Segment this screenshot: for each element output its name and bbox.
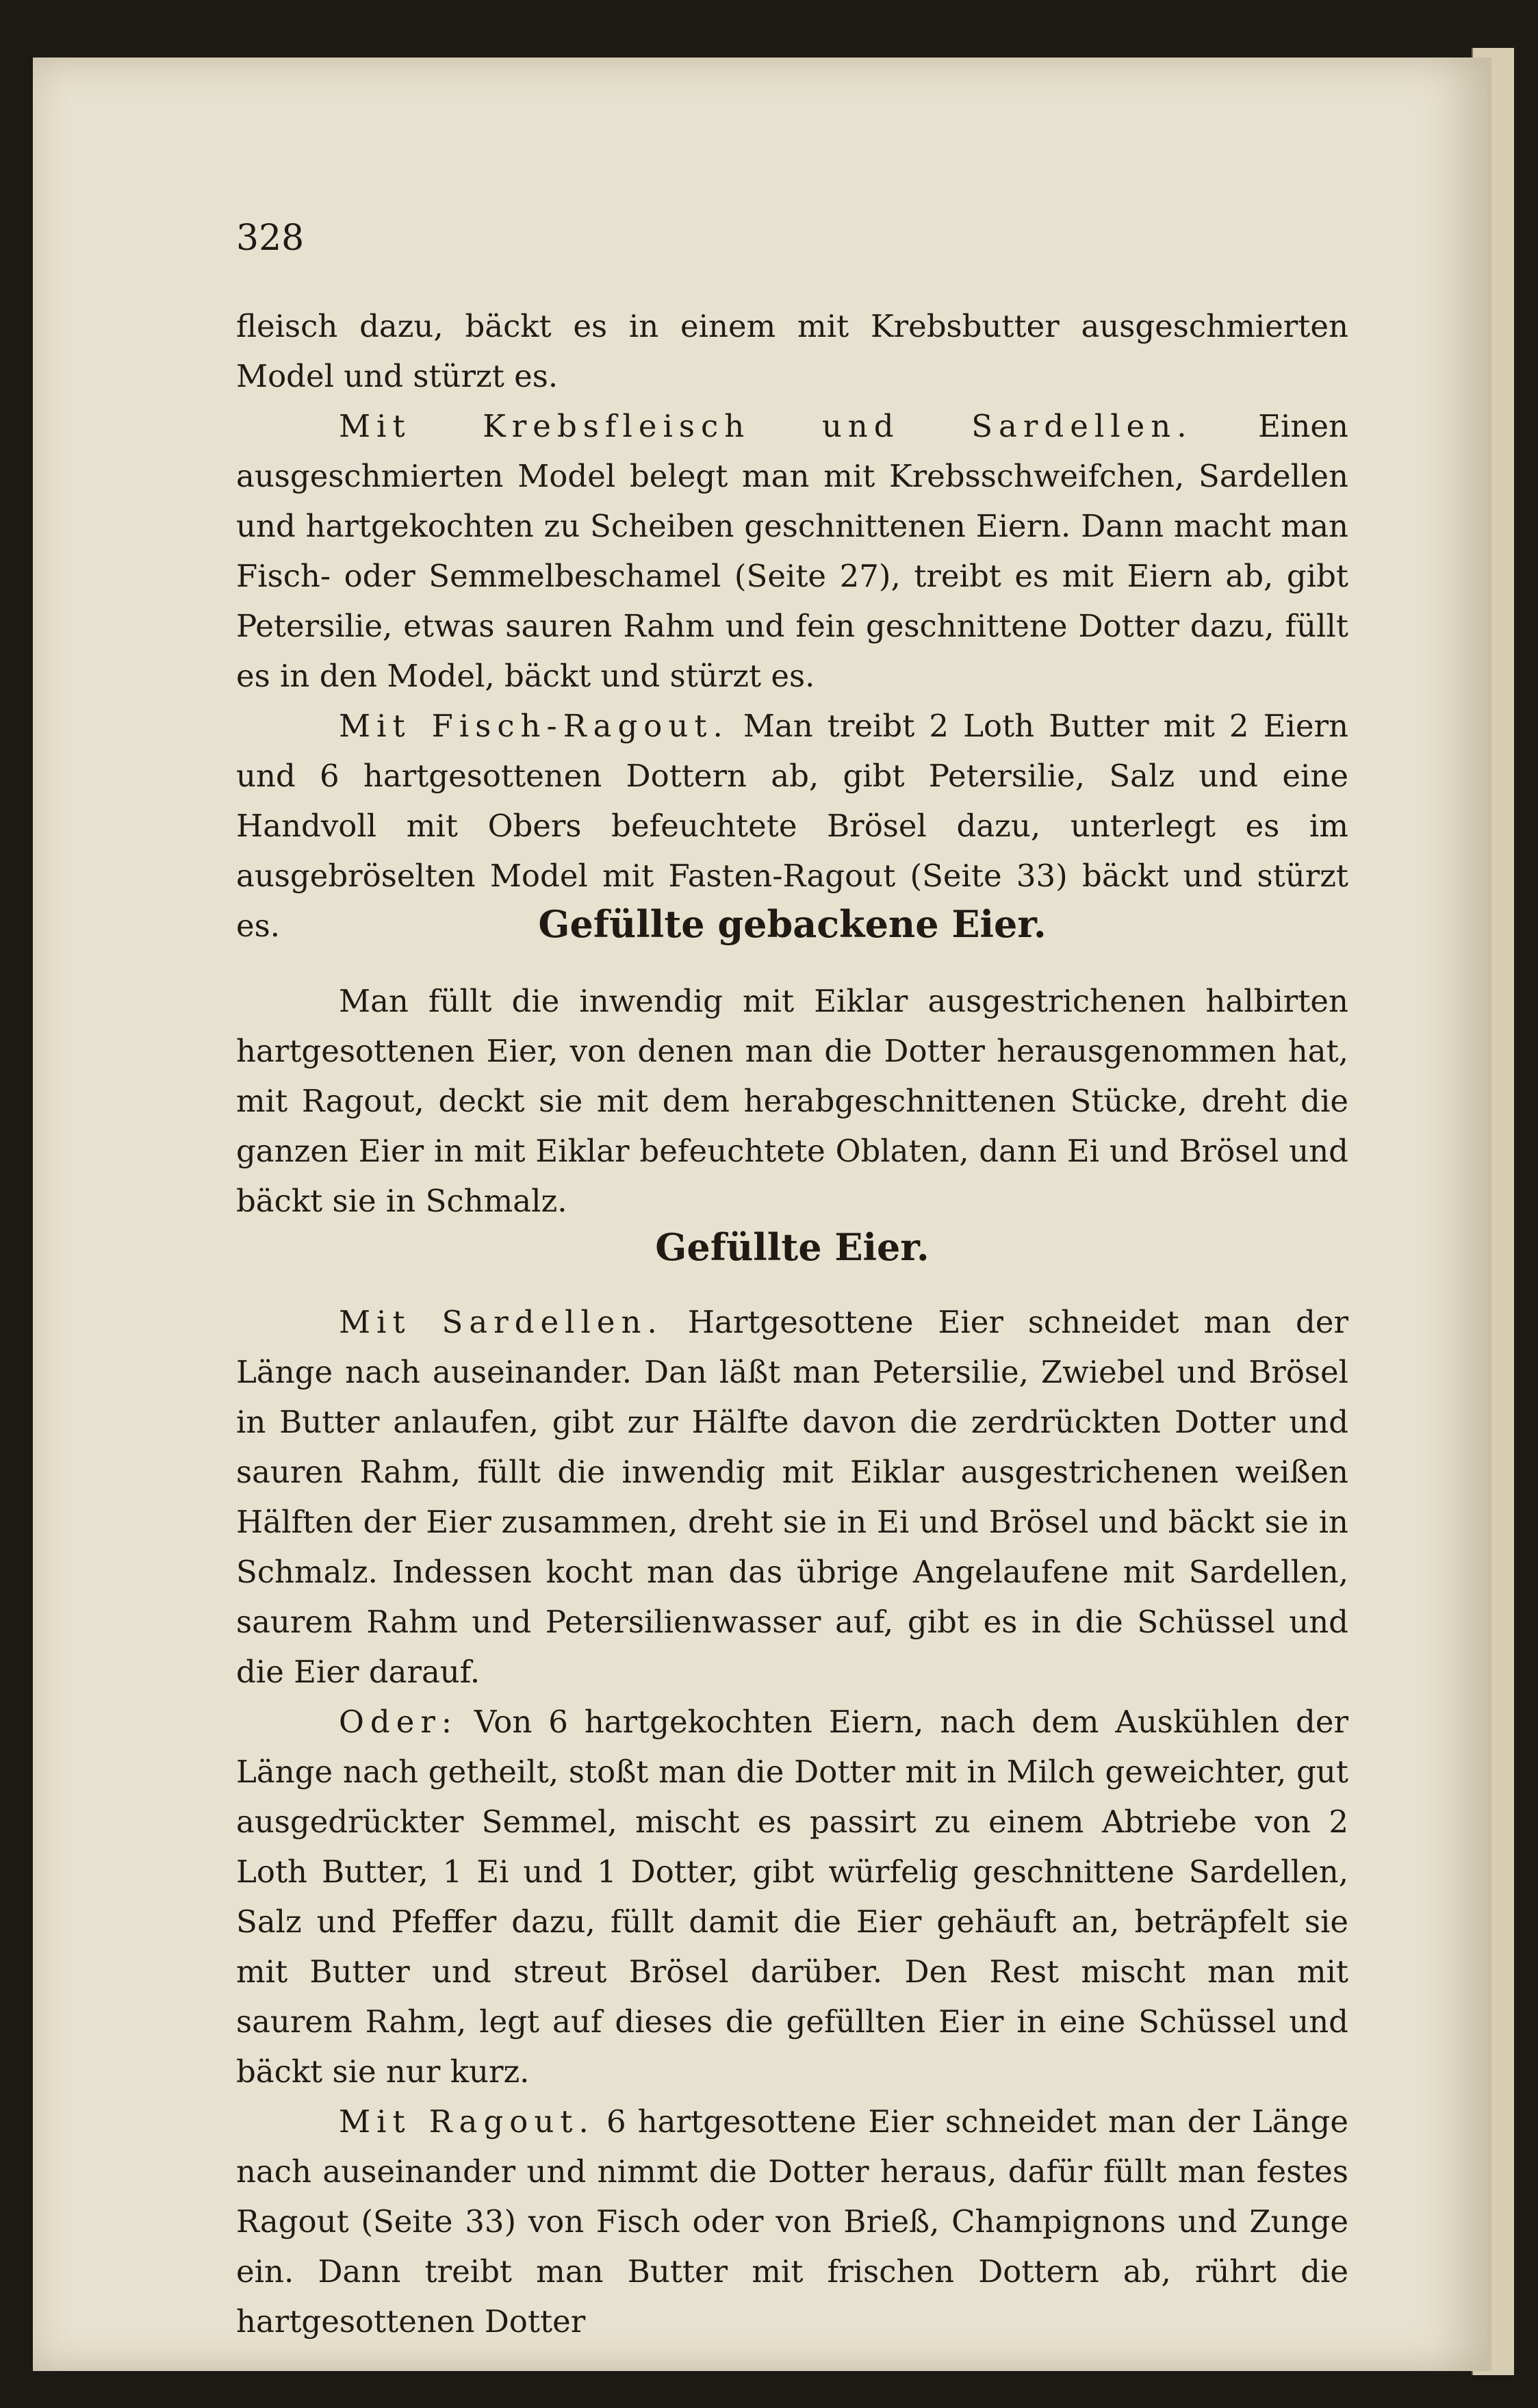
paragraph-lead: Mit Ragout. (339, 2103, 595, 2140)
paragraph-ragout (236, 2097, 1348, 2346)
paragraph-oder (236, 1697, 1348, 2097)
paragraph-text: Man füllt die inwendig mit Eiklar ausgestrichenen halbirten hartgesottenen Eier, von denen man die Dotter herausgenommen hat, mit Ragout, deckt sie mit dem herabgeschnittenen Stücke, dreht die ganzen Eier in mit Eiklar befeuchtete Oblaten, dann Ei und Brösel und bäckt sie in Schmalz. (236, 983, 1348, 1219)
middle-text-block (236, 976, 1348, 1226)
paragraph-text: Hartgesottene Eier schneidet man der Länge nach auseinander. Dan läßt man Petersilie, Zwiebel und Brösel in Butter anlaufen, gibt zur Hälfte davon die zerdrückten Dotter und sauren Rahm, füllt die inwendig mit Eiklar ausgestrichenen weißen Hälften der Eier zusammen, dreht sie in Ei und Brösel und bäckt sie in Schmalz. Indessen kocht man das übrige Angelaufene mit Sardellen, saurem Rahm und Petersilienwasser auf, gibt es in die Schüssel und die Eier darauf. (236, 1304, 1348, 1690)
paragraph-lead: Mit Fisch-Ragout. (339, 708, 729, 744)
paragraph-gebackene-eier (236, 976, 1348, 1226)
paragraph-lead: Mit Sardellen. (339, 1304, 663, 1340)
paragraph-text: Von 6 hartgekochten Eiern, nach dem Auskühlen der Länge nach getheilt, stoßt man die Dotter mit in Milch geweichter, gut ausgedrückter Semmel, mischt es passirt zu einem Abtriebe von 2 Loth Butter, 1 Ei und 1 Dotter, gibt würfelig geschnittene Sardellen, Salz und Pfeffer dazu, füllt damit die Eier gehäuft an, beträpfelt sie mit Butter und streut Brösel darüber. Den Rest mischt man mit saurem Rahm, legt auf dieses die gefüllten Eier in eine Schüssel und bäckt sie nur kurz. (236, 1704, 1348, 2090)
paragraph-lead: Oder: (339, 1704, 459, 1740)
page-number: 328 (236, 218, 305, 259)
bottom-text-block (236, 1297, 1348, 2346)
paragraph-text: Man treibt 2 Loth Butter mit 2 Eiern und 6 hartgesottenen Dottern ab, gibt Petersilie, Salz und eine Handvoll mit Obers befeuchtete Brösel dazu, unterlegt es im ausgebröselten Model mit Fasten-Ragout (Seite 33) bäckt und stürzt es. (236, 708, 1348, 944)
heading-gefuellte-eier: Gefüllte Eier. (655, 1225, 930, 1269)
paragraph-lead: Mit Krebsfleisch und Sardellen. (339, 408, 1193, 444)
section-heading-1 (236, 902, 1348, 946)
paragraph-continuation (236, 301, 1348, 401)
paragraph-krebsfleisch (236, 401, 1348, 701)
heading-gefuellte-gebackene-eier: Gefüllte gebackene Eier. (538, 902, 1047, 946)
paragraph-text: 6 hartgesottene Eier schneidet man der Länge nach auseinander und nimmt die Dotter heraus, dafür füllt man festes Ragout (Seite 33) von Fisch oder von Brieß, Champignons und Zunge ein. Dann treibt man Butter mit frischen Dottern ab, rührt die hartgesottenen Dotter (236, 2103, 1348, 2340)
paragraph-text: Einen ausgeschmierten Model belegt man mit Krebsschweifchen, Sardellen und hartgekochten zu Scheiben geschnittenen Eiern. Dann macht man Fisch- oder Semmelbeschamel (Seite 27), treibt es mit Eiern ab, gibt Petersilie, etwas sauren Rahm und fein geschnittene Dotter dazu, füllt es in den Model, bäckt und stürzt es. (236, 408, 1348, 694)
top-text-block (236, 301, 1348, 951)
paragraph-sardellen (236, 1297, 1348, 1697)
section-heading-2 (236, 1225, 1348, 1269)
paragraph-text: fleisch dazu, bäckt es in einem mit Krebsbutter ausgeschmierten Model und stürzt es. (236, 308, 1348, 394)
